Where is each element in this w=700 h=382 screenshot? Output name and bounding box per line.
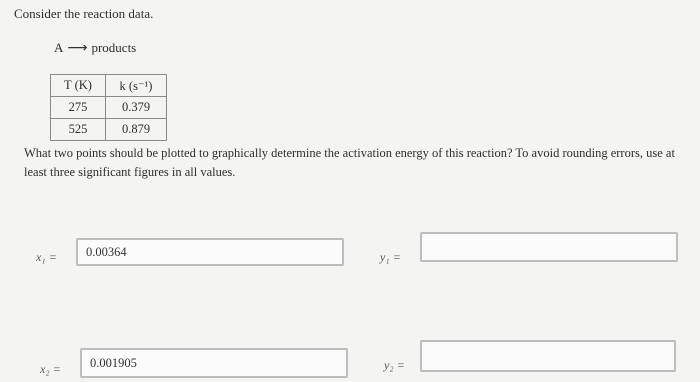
table-header-row — [51, 75, 167, 97]
x2-label-text: x₂ — [40, 362, 50, 376]
y1-equals: = — [393, 250, 401, 264]
reaction-equation — [54, 40, 136, 56]
x1-equals: = — [49, 250, 57, 264]
table-row — [51, 119, 167, 141]
column-header-rate-constant: k (s⁻¹) — [106, 75, 167, 97]
reactant-label: A — [54, 40, 64, 55]
y2-equals: = — [397, 358, 405, 372]
x2-label — [40, 362, 60, 377]
y1-label-text: y₁ — [380, 250, 390, 264]
x2-input[interactable]: 0.001905 — [80, 348, 348, 378]
y2-label-text: y₂ — [384, 358, 394, 372]
reaction-data-table — [50, 74, 167, 141]
x1-input[interactable]: 0.00364 — [76, 238, 344, 266]
table-cell-rate-constant: 0.379 — [106, 97, 167, 119]
reaction-arrow-icon: ⟶ — [67, 40, 88, 56]
question-text: What two points should be plotted to graphically determine the activation energy of this reaction? To avoid rounding errors, use at least three significant figures in all values. — [24, 146, 675, 179]
y1-label — [380, 250, 400, 265]
x2-equals: = — [53, 362, 61, 376]
table-cell-rate-constant: 0.879 — [106, 119, 167, 141]
y2-label — [384, 358, 404, 373]
y1-input[interactable] — [420, 232, 678, 262]
column-header-temperature: T (K) — [51, 75, 106, 97]
table-row — [51, 97, 167, 119]
table-cell-temperature: 525 — [51, 119, 106, 141]
product-label: products — [91, 40, 137, 55]
intro-text: Consider the reaction data. — [14, 6, 154, 21]
x1-label — [36, 250, 56, 265]
table-cell-temperature: 275 — [51, 97, 106, 119]
x1-label-text: x₁ — [36, 250, 46, 264]
y2-input[interactable] — [420, 340, 676, 372]
